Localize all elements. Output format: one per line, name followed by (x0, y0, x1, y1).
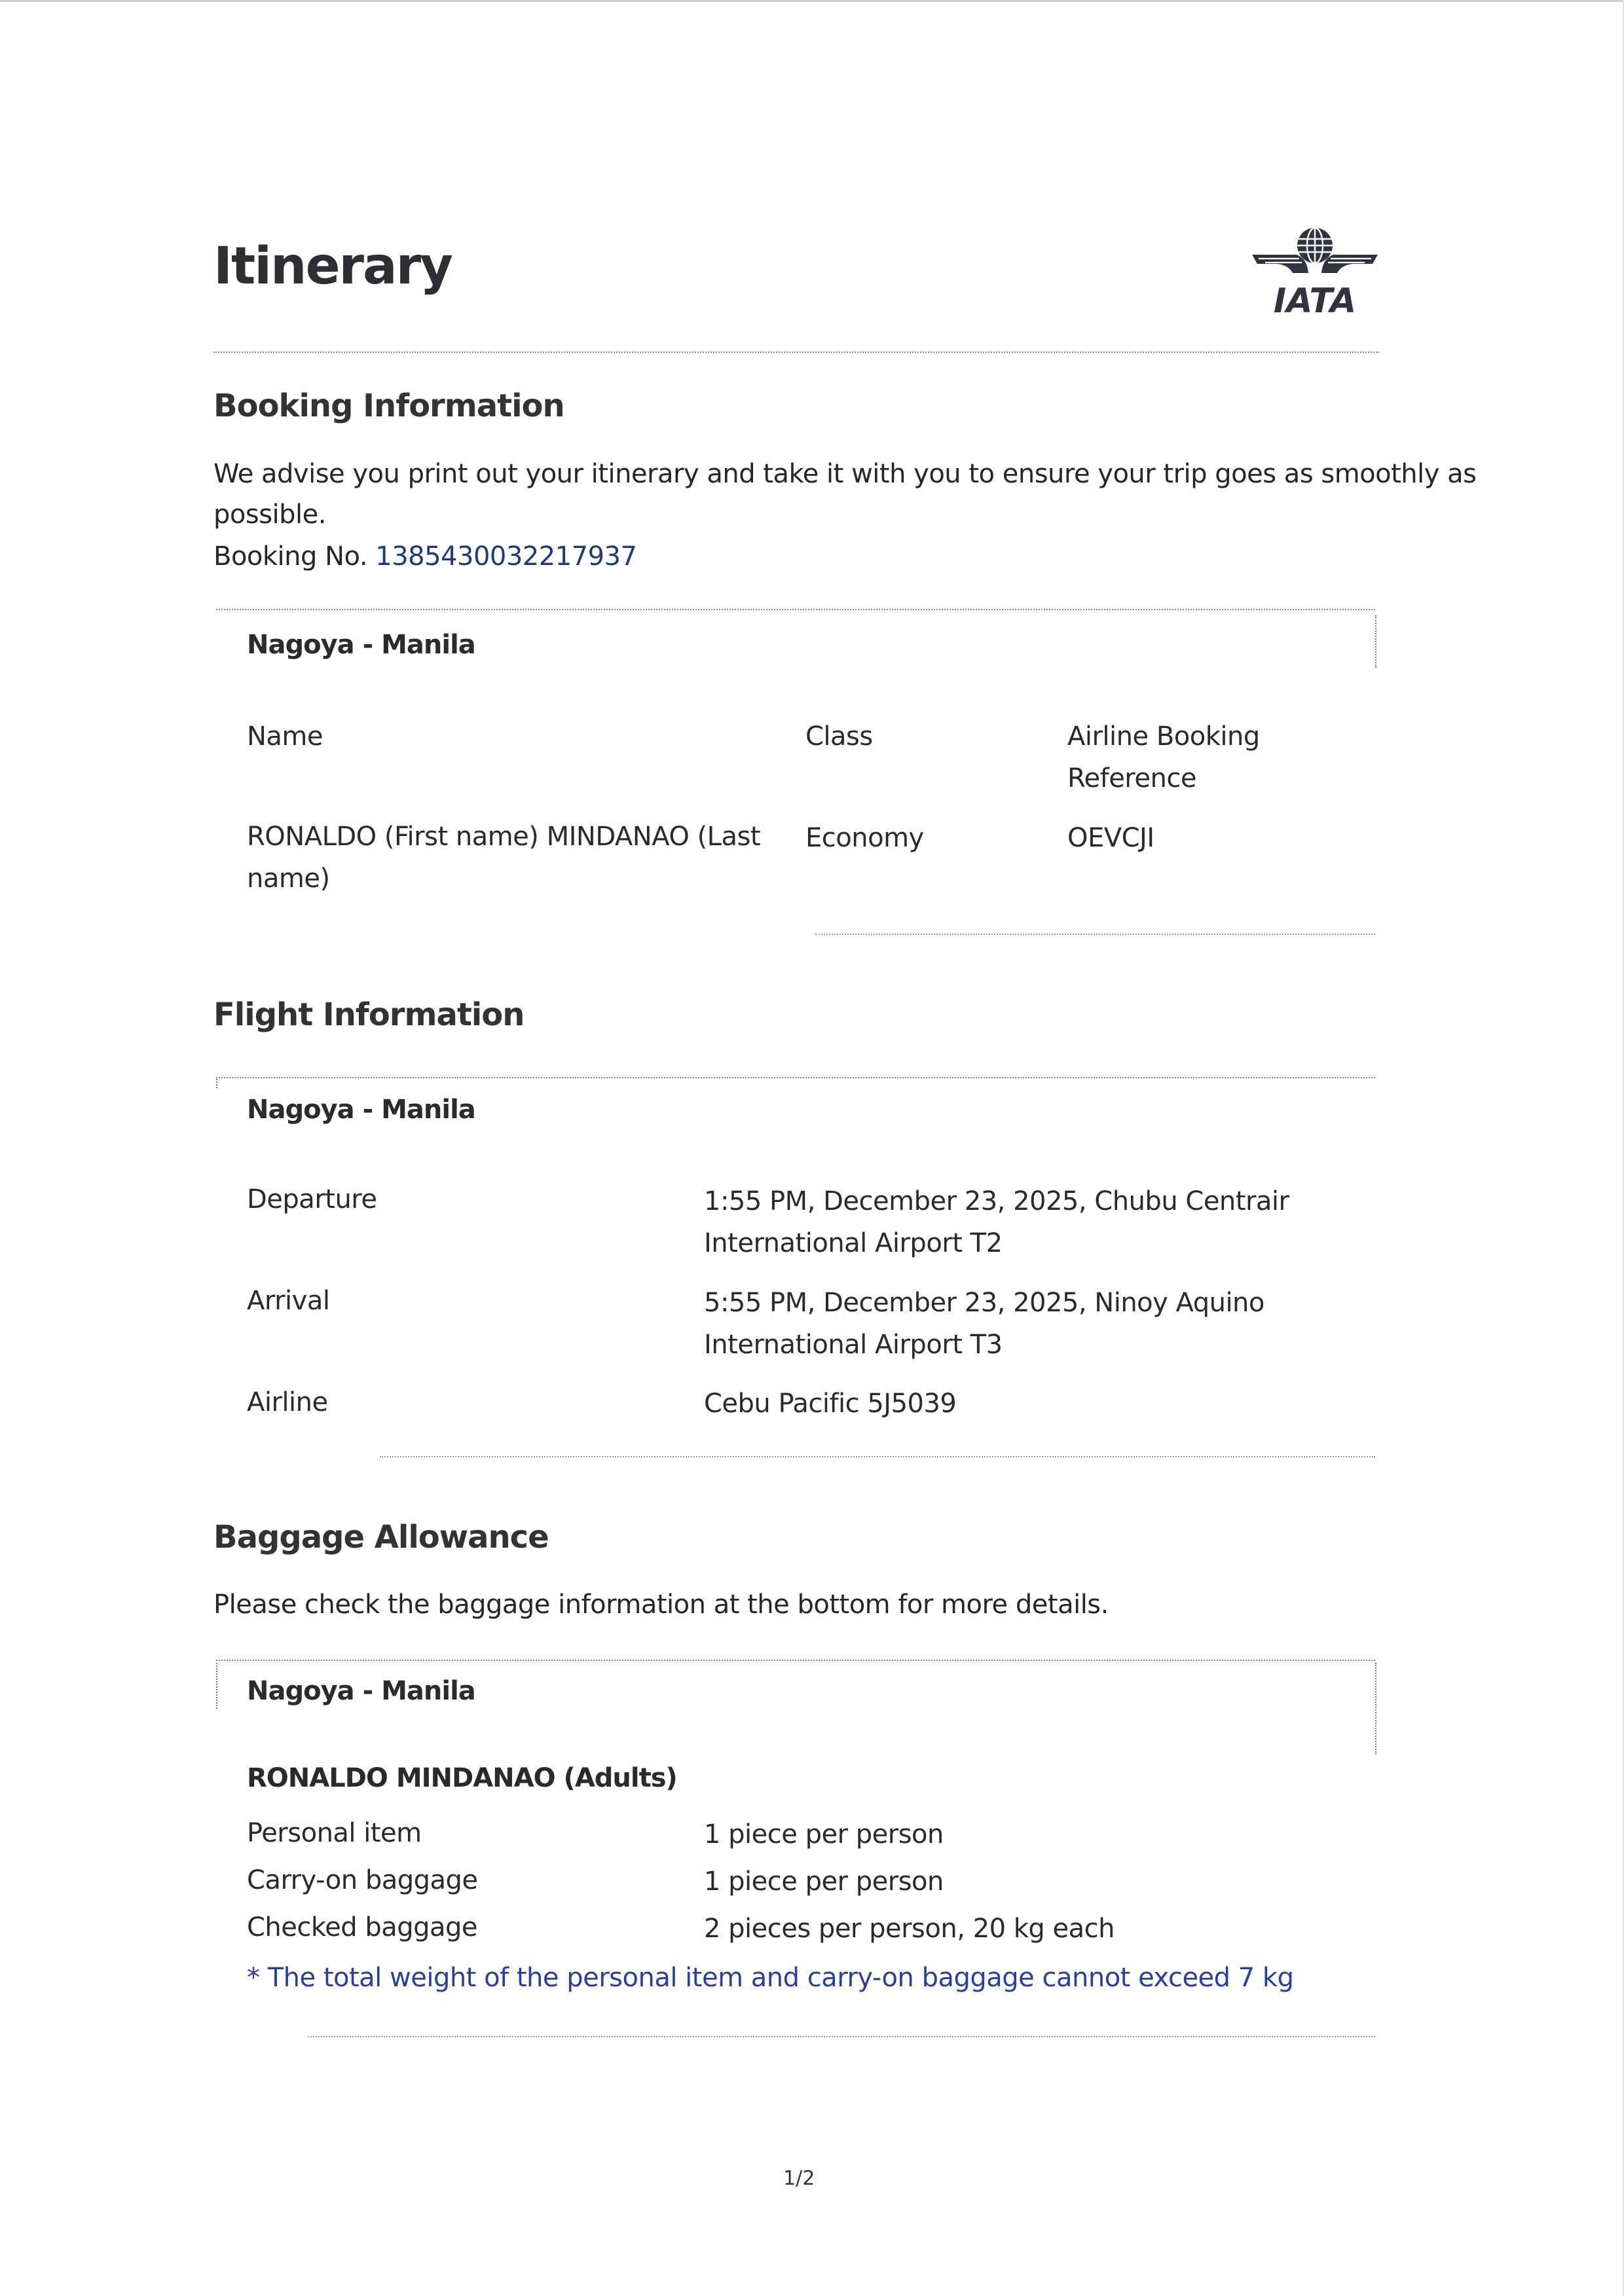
scan-top-edge (0, 0, 1624, 2)
flight-card-route: Nagoya - Manila (247, 1095, 475, 1125)
baggage-carry-on-value: 1 piece per person (704, 1867, 944, 1897)
booking-card-route: Nagoya - Manila (247, 630, 475, 660)
booking-number-label: Booking No. (213, 541, 368, 572)
baggage-card-top-border (216, 1660, 1375, 1661)
booking-advice-line1: We advise you print out your itinerary and take it with you to ensure your trip goes as smoothly as (213, 459, 1477, 489)
header-divider (213, 352, 1379, 353)
baggage-card-route: Nagoya - Manila (247, 1676, 475, 1706)
flight-airline-label: Airline (247, 1387, 328, 1417)
booking-col-reference-line2: Reference (1067, 763, 1196, 793)
flight-heading: Flight Information (213, 996, 525, 1033)
baggage-intro: Please check the baggage information at the bottom for more details. (213, 1590, 1109, 1620)
booking-number (213, 536, 637, 577)
baggage-checked-value: 2 pieces per person, 20 kg each (704, 1914, 1115, 1944)
booking-passenger-name-line1: RONALDO (First name) MINDANAO (Last (247, 822, 761, 852)
baggage-carry-on-label: Carry-on baggage (247, 1865, 478, 1895)
booking-reference-value: OEVCJI (1067, 823, 1154, 853)
flight-arrival-value-line1: 5:55 PM, December 23, 2025, Ninoy Aquino (704, 1288, 1264, 1318)
flight-departure-value-line1: 1:55 PM, December 23, 2025, Chubu Centrair (704, 1186, 1289, 1216)
booking-card-top-border (216, 609, 1375, 610)
flight-departure-value-line2: International Airport T2 (704, 1228, 1003, 1258)
page-title: Itinerary (213, 237, 452, 296)
iata-globe-wings-icon (1252, 228, 1378, 273)
iata-logo (1251, 226, 1379, 318)
booking-card-right-border (1375, 615, 1376, 668)
baggage-card-bottom-border (308, 2036, 1375, 2037)
booking-heading: Booking Information (213, 388, 564, 424)
baggage-personal-item-value: 1 piece per person (704, 1819, 944, 1850)
booking-col-name: Name (247, 721, 323, 752)
flight-departure-label: Departure (247, 1184, 377, 1214)
flight-arrival-label: Arrival (247, 1286, 330, 1316)
baggage-weight-note: * The total weight of the personal item and carry-on baggage cannot exceed 7 kg (247, 1963, 1294, 1993)
baggage-passenger: RONALDO MINDANAO (Adults) (247, 1763, 677, 1793)
baggage-card-left-border (216, 1663, 217, 1709)
iata-logo-text: IATA (1273, 282, 1357, 318)
page-number: 1/2 (783, 2167, 815, 2190)
booking-class-value: Economy (805, 823, 924, 853)
baggage-heading: Baggage Allowance (213, 1519, 549, 1556)
booking-col-reference-line1: Airline Booking (1067, 721, 1260, 752)
booking-advice-line2: possible. (213, 500, 326, 530)
flight-card-top-border (216, 1077, 1375, 1078)
booking-card-bottom-border (815, 934, 1375, 935)
flight-card-left-border (216, 1079, 217, 1088)
baggage-personal-item-label: Personal item (247, 1818, 422, 1848)
booking-col-class: Class (805, 721, 873, 752)
flight-card-bottom-border (380, 1456, 1375, 1457)
flight-airline-value: Cebu Pacific 5J5039 (704, 1389, 957, 1419)
booking-passenger-name-line2: name) (247, 864, 330, 894)
baggage-checked-label: Checked baggage (247, 1912, 478, 1942)
flight-arrival-value-line2: International Airport T3 (704, 1330, 1003, 1360)
baggage-card-right-border (1375, 1663, 1376, 1755)
booking-number-value: 1385430032217937 (375, 541, 637, 572)
